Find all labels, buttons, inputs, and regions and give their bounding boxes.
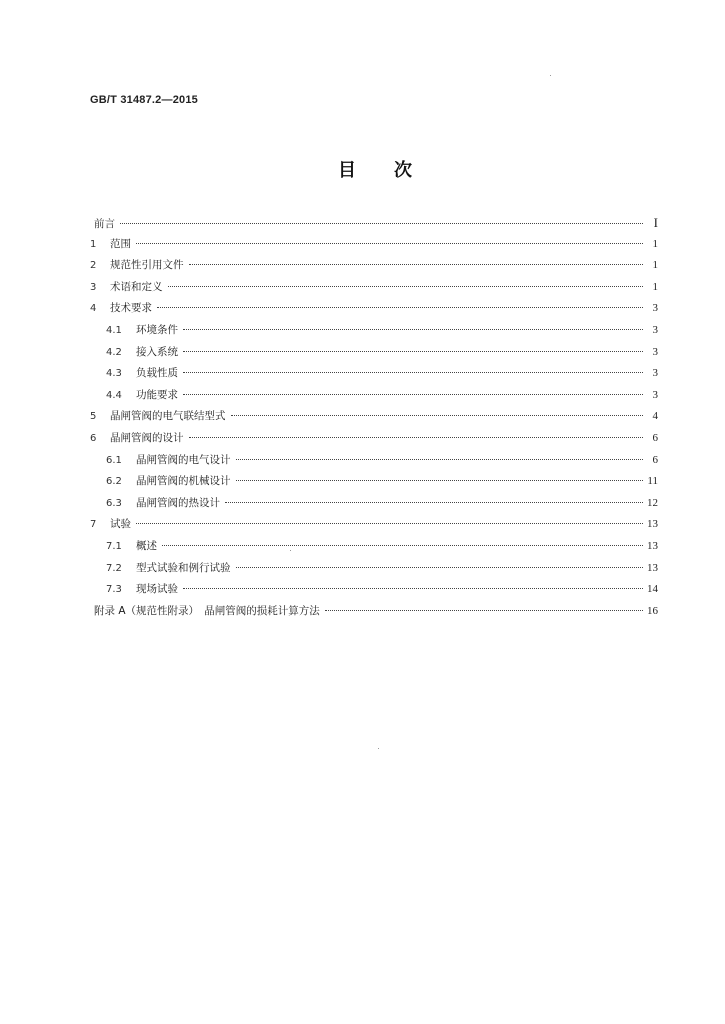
toc-entry-number: 4.2	[106, 346, 122, 358]
toc-entry[interactable]	[90, 514, 658, 536]
toc-entry[interactable]	[90, 385, 658, 407]
toc-dot-leader	[162, 545, 643, 546]
toc-entry-page: 11	[647, 475, 658, 488]
toc-entry[interactable]	[90, 234, 658, 256]
toc-entry-page: 3	[652, 323, 658, 336]
scan-speck	[378, 748, 379, 749]
toc-entry[interactable]	[90, 601, 658, 623]
toc-entry-number: 5	[90, 411, 97, 423]
toc-entry-page: 13	[647, 539, 658, 552]
toc-dot-leader	[189, 264, 644, 265]
toc-dot-leader	[157, 307, 643, 308]
toc-entry-label: 范围	[110, 237, 131, 250]
toc-entry-page: 1	[652, 280, 658, 293]
toc-entry-page: 3	[652, 302, 658, 315]
toc-entry-label: 晶闸管阀的设计	[110, 431, 184, 444]
toc-dot-leader	[183, 372, 643, 373]
table-of-contents	[90, 212, 658, 622]
toc-entry-label: 晶闸管阀的机械设计	[136, 475, 231, 488]
toc-entry-label: 试验	[110, 518, 131, 531]
toc-entry-number: 2	[90, 260, 97, 272]
toc-entry-number: 6.2	[106, 476, 122, 488]
toc-entry[interactable]	[90, 212, 658, 234]
toc-entry-page: 12	[647, 496, 658, 509]
toc-entry-number: 3	[90, 281, 97, 293]
toc-entry[interactable]	[90, 558, 658, 580]
toc-entry[interactable]	[90, 471, 658, 493]
toc-entry-label: 规范性引用文件	[110, 259, 184, 272]
toc-entry-label: 晶闸管阀的热设计	[136, 496, 220, 509]
toc-entry-number: 7	[90, 519, 97, 531]
toc-dot-leader	[225, 502, 643, 503]
toc-entry-page: I	[653, 215, 658, 230]
toc-dot-leader	[325, 610, 643, 611]
toc-entry-number: 7.3	[106, 584, 122, 596]
toc-entry-page: 3	[652, 345, 658, 358]
toc-entry-number: 6.3	[106, 497, 122, 509]
document-number: GB/T 31487.2—2015	[90, 94, 198, 106]
toc-entry-number: 7.2	[106, 562, 122, 574]
toc-entry-label: 前言	[94, 218, 115, 230]
toc-dot-leader	[136, 523, 643, 524]
toc-entry-page: 1	[652, 237, 658, 250]
toc-entry-number: 4.3	[106, 368, 122, 380]
toc-entry-page: 6	[652, 431, 658, 444]
toc-entry[interactable]	[90, 493, 658, 515]
toc-entry[interactable]	[90, 342, 658, 364]
toc-dot-leader	[189, 437, 644, 438]
toc-dot-leader	[236, 567, 644, 568]
toc-dot-leader	[231, 415, 644, 416]
toc-entry-label: 技术要求	[110, 302, 152, 315]
toc-dot-leader	[136, 243, 643, 244]
toc-entry[interactable]	[90, 363, 658, 385]
toc-dot-leader	[236, 480, 644, 481]
toc-entry[interactable]	[90, 536, 658, 558]
toc-entry-label: 术语和定义	[110, 280, 163, 293]
toc-entry-number: 7.1	[106, 540, 122, 552]
toc-entry-page: 1	[652, 259, 658, 272]
toc-entry-page: 6	[652, 453, 658, 466]
toc-entry-label: 现场试验	[136, 583, 178, 596]
toc-entry-label: 负载性质	[136, 367, 178, 380]
toc-entry-label: 环境条件	[136, 323, 178, 336]
toc-entry-label: 功能要求	[136, 388, 178, 401]
toc-entry[interactable]	[90, 579, 658, 601]
toc-entry-label: 概述	[136, 539, 157, 552]
toc-entry-number: 4.4	[106, 389, 122, 401]
toc-dot-leader	[183, 351, 643, 352]
toc-entry-label: 晶闸管阀的电气设计	[136, 453, 231, 466]
toc-entry-number: 4	[90, 303, 97, 315]
toc-entry[interactable]	[90, 406, 658, 428]
toc-entry-label: 接入系统	[136, 345, 178, 358]
toc-entry-label: 型式试验和例行试验	[136, 561, 231, 574]
toc-dot-leader	[183, 394, 643, 395]
toc-entry-page: 13	[647, 561, 658, 574]
toc-entry[interactable]	[90, 255, 658, 277]
toc-entry[interactable]	[90, 320, 658, 342]
toc-dot-leader	[236, 459, 644, 460]
toc-entry-page: 4	[652, 410, 658, 423]
toc-dot-leader	[183, 329, 643, 330]
scan-speck	[550, 75, 551, 76]
toc-entry-page: 14	[647, 583, 658, 596]
toc-entry[interactable]	[90, 277, 658, 299]
toc-entry-page: 3	[652, 388, 658, 401]
toc-entry-page: 16	[647, 604, 658, 617]
toc-entry-page: 13	[647, 518, 658, 531]
toc-dot-leader	[168, 286, 644, 287]
toc-entry[interactable]	[90, 428, 658, 450]
toc-entry-number: 4.1	[106, 324, 122, 336]
toc-entry[interactable]	[90, 450, 658, 472]
toc-entry[interactable]	[90, 298, 658, 320]
toc-dot-leader	[183, 588, 643, 589]
toc-dot-leader	[120, 223, 643, 224]
toc-entry-page: 3	[652, 367, 658, 380]
title-char-2: 次	[394, 160, 412, 181]
toc-entry-number: 1	[90, 238, 97, 250]
title-char-1: 目	[338, 160, 356, 181]
scan-speck	[290, 550, 291, 551]
toc-entry-label: 晶闸管阀的电气联结型式	[110, 410, 226, 423]
toc-entry-number: 6.1	[106, 454, 122, 466]
toc-entry-label: 附录 A（规范性附录） 晶闸管阀的损耗计算方法	[94, 604, 320, 617]
toc-entry-number: 6	[90, 432, 97, 444]
